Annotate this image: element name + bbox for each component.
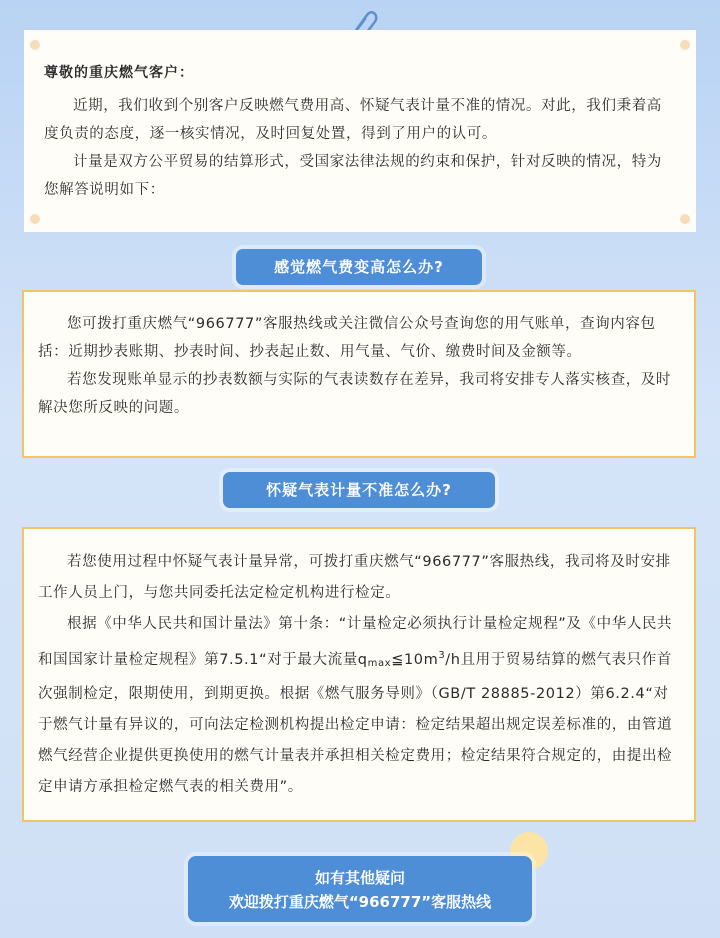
corner-dot: [30, 214, 40, 224]
section-title-fee: 感觉燃气费变高怎么办?: [236, 249, 482, 285]
hotline-line1: 如有其他疑问: [314, 869, 405, 887]
corner-dot: [30, 40, 40, 50]
hotline-banner[interactable]: [188, 856, 532, 922]
meter-answer-card: [22, 527, 696, 822]
greeting: 尊敬的重庆燃气客户：: [44, 65, 194, 81]
meter-paragraph: 若您使用过程中怀疑气表计量异常，可拨打重庆燃气“966777”客服热线，我司将及时安排工作人员上门，与您共同委托法定检定机构进行检定。: [38, 554, 671, 601]
intro-paragraph: 近期，我们收到个别客户反映燃气费用高、怀疑气表计量不准的情况。对此，我们秉着高度负责的态度，逐一核实情况，及时回复处置，得到了用户的认可。: [44, 98, 662, 142]
fee-answer-card: [22, 290, 696, 458]
intro-paragraph: 计量是双方公平贸易的结算形式，受国家法律法规的约束和保护，针对反映的情况，特为您解答说明如下：: [44, 154, 662, 198]
fee-paragraph: 若您发现账单显示的抄表数额与实际的气表读数存在差异，我司将安排专人落实核查，及时解决您所反映的问题。: [38, 372, 671, 416]
intro-card: [24, 30, 696, 232]
section-title-meter: 怀疑气表计量不准怎么办?: [223, 472, 495, 508]
corner-dot: [680, 40, 690, 50]
hotline-line2: 欢迎拨打重庆燃气“966777”客服热线: [228, 893, 492, 911]
meter-paragraph-regulation: 根据《中华人民共和国计量法》第十条：“计量检定必须执行计量检定规程”及《中华人民共和国国家计量检定规程》第7.5.1“对于最大流量$q_{max}≦10m^3/h$且用于贸易结算的燃气表只作首次强制检定，限期使用，到期更换。根据《燃气服务导则》（GB/T 28885-2012）第6.2.4“对于燃气计量有异议的，可向法定检测机构提出检定申请：检定结果超出规定误差标准的，由管道燃气经营企业提供更换使用的燃气计量表并承担相关检定费用；检定结果符合规定的，由提出检定申请方承担检定燃气表的相关费用”。: [38, 616, 673, 795]
fee-paragraph: 您可拨打重庆燃气“966777”客服热线或关注微信公众号查询您的用气账单，查询内容包括：近期抄表账期、抄表时间、抄表起止数、用气量、气价、缴费时间及金额等。: [38, 316, 656, 360]
corner-dot: [680, 214, 690, 224]
